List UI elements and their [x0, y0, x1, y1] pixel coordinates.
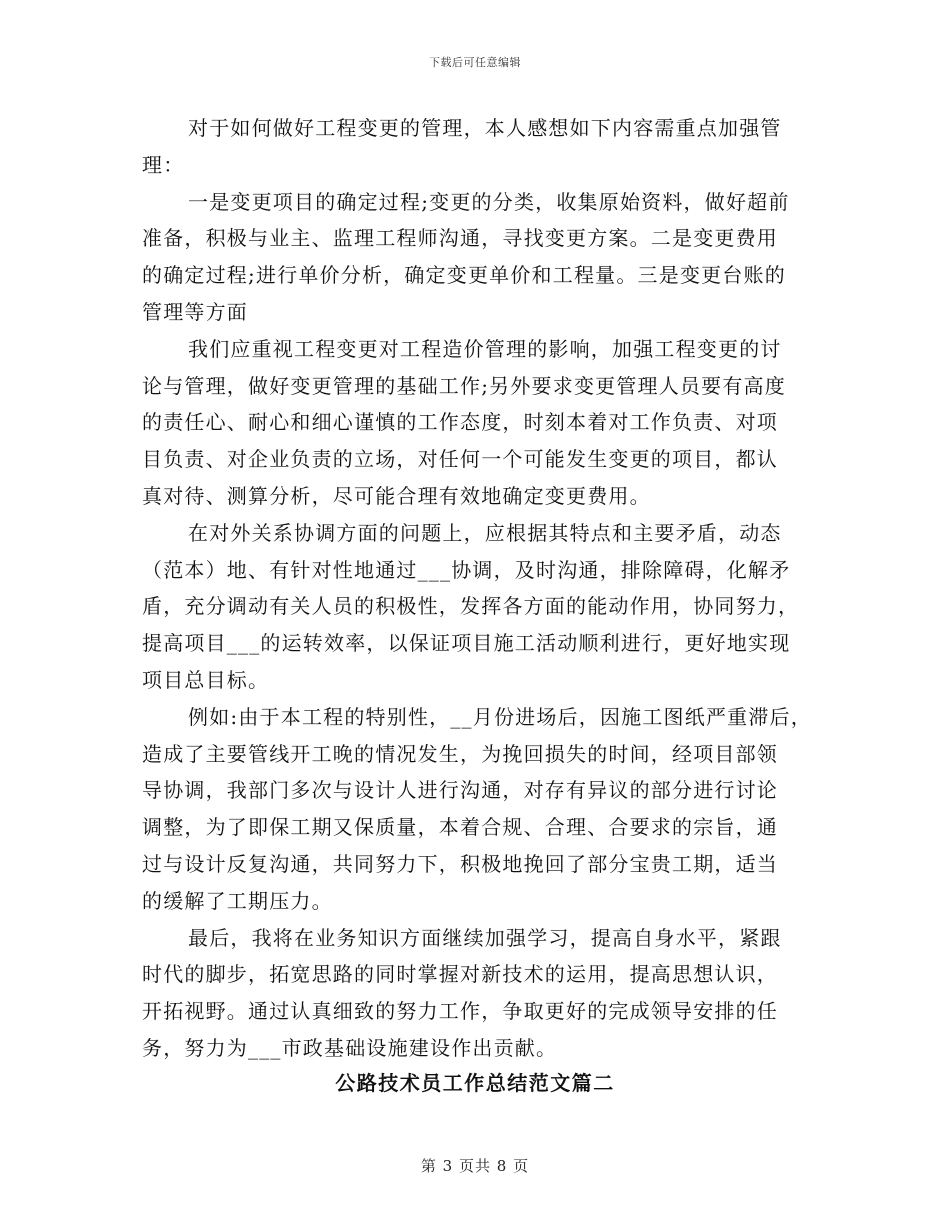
text-line: 对于如何做好工程变更的管理，本人感想如下内容需重点加强管 [188, 116, 782, 140]
text-line: （范本）地、有针对性地通过___协调，及时沟通，排除障碍，化解矛 [142, 557, 791, 582]
text-line: 的确定过程;进行单价分析，确定变更单价和工程量。三是变更台账的 [142, 263, 786, 288]
text-line: 在对外关系协调方面的问题上，应根据其特点和主要矛盾，动态 [188, 520, 782, 545]
text-line: 例如:由于本工程的特别性，__月份进场后，因施工图纸严重滞后， [188, 704, 812, 729]
text-line: 造成了主要管线开工晚的情况发生，为挽回损失的时间，经项目部领 [142, 741, 778, 766]
text-line: 务，努力为___市政基础设施建设作出贡献。 [142, 1035, 558, 1060]
text-line: 理： [142, 152, 185, 177]
text-line: 的缓解了工期压力。 [142, 888, 333, 913]
text-line: 准备，积极与业主、监理工程师沟通，寻找变更方案。二是变更费用 [142, 226, 778, 251]
document-body [142, 110, 822, 1067]
text-line: 调整，为了即保工期又保质量，本着合规、合理、合要求的宗旨，通 [142, 815, 778, 840]
text-line: 论与管理，做好变更管理的基础工作;另外要求变更管理人员要有高度 [142, 373, 786, 398]
text-line: 提高项目___的运转效率，以保证项目施工活动顺利进行，更好地实现 [142, 631, 791, 656]
text-line: 管理等方面 [142, 299, 248, 324]
page-footer: 第 3 页共 8 页 [420, 1157, 530, 1175]
section-title: 公路技术员工作总结范文篇二 [335, 1071, 615, 1095]
text-line: 项目总目标。 [142, 667, 270, 692]
text-line: 时代的脚步，拓宽思路的同时掌握对新技术的运用，提高思想认识， [142, 962, 778, 987]
text-line: 真对待、测算分析，尽可能合理有效地确定变更费用。 [142, 483, 651, 508]
text-line: 过与设计反复沟通，共同努力下，积极地挽回了部分宝贵工期，适当 [142, 851, 778, 876]
text-line: 一是变更项目的确定过程;变更的分类，收集原始资料，做好超前 [188, 189, 790, 214]
text-line: 开拓视野。通过认真细致的努力工作，争取更好的完成领导安排的任 [142, 999, 778, 1024]
text-line: 最后，我将在业务知识方面继续加强学习，提高自身水平，紧跟 [188, 925, 782, 950]
header-note: 下载后可任意编辑 [429, 56, 521, 69]
text-line: 我们应重视工程变更对工程造价管理的影响，加强工程变更的讨 [188, 336, 782, 361]
text-line: 的责任心、耐心和细心谨慎的工作态度，时刻本着对工作负责、对项 [142, 410, 778, 435]
text-line: 盾，充分调动有关人员的积极性，发挥各方面的能动作用，协同努力， [142, 594, 800, 619]
text-line: 目负责、对企业负责的立场，对任何一个可能发生变更的项目，都认 [142, 447, 778, 472]
text-line: 导协调，我部门多次与设计人进行沟通，对存有异议的部分进行讨论 [142, 778, 778, 803]
